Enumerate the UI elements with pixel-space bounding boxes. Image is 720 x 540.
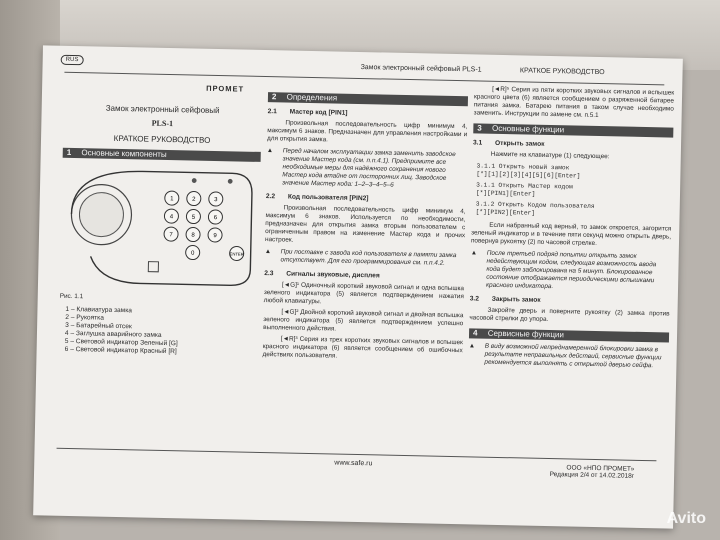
- legend-item: 5 – Световой индикатор Зеленый [G]: [64, 337, 178, 348]
- footer-company: [550, 464, 635, 480]
- section-title: Основные компоненты: [81, 148, 167, 159]
- company-name: ООО «НПО ПРОМЕТ»: [566, 464, 635, 473]
- section-4-header: [469, 328, 669, 342]
- keypad-key-label: 1: [170, 196, 174, 203]
- warning-icon: ▲: [264, 248, 272, 256]
- paragraph: Закройте дверь и поверните рукоятку (2) замка против часовой стрелки до упора.: [469, 306, 670, 323]
- keypad-key-label: 2: [192, 196, 196, 203]
- warning-icon: ▲: [266, 147, 274, 155]
- signal-g1: [◄G]¹ Одиночный короткий звуковой сигнал и одна вспышка зеленого индикатора (5) является подтверждением нажатия любой клавиатуры.: [263, 281, 465, 306]
- warning-note: ▲ В виду возможной непреднамеренной блокировки замка в результате неправильных действий, сервисные функции рекомендуется выполнять с открытой дверью сейфа.: [468, 342, 662, 370]
- figure-caption: Рис. 1.1: [59, 292, 84, 301]
- legend-item: 4 – Заглушка аварийного замка: [64, 329, 162, 339]
- brand-logo: ПРОМЕТ: [206, 83, 245, 94]
- section-2-header: [268, 92, 468, 106]
- keypad-key-label: 9: [213, 233, 217, 240]
- red-indicator-icon: [228, 179, 233, 184]
- legend-item: 3 – Батарейный отсек: [65, 321, 132, 331]
- avito-watermark: Avito: [666, 510, 706, 527]
- keypad-key-label: 4: [169, 214, 174, 221]
- edition-info: Редакция 2/4 от 14.02.2018г: [549, 471, 635, 480]
- header-doc-type: КРАТКОЕ РУКОВОДСТВО: [519, 67, 605, 77]
- section-number: 1: [66, 147, 72, 157]
- legend-item: 6 – Световой индикатор Красный [R]: [64, 345, 177, 356]
- green-indicator-icon: [192, 178, 197, 183]
- instruction-sheet: [33, 45, 683, 528]
- doc-title-model: PLS-1: [151, 118, 174, 129]
- column-2: [262, 86, 468, 363]
- step-label: 3.1.2 Открыть Кодом пользователя: [475, 200, 595, 210]
- warning-icon: ▲: [468, 342, 476, 350]
- subsection-2-3-title: 2.3 Сигналы звуковые, дисплея: [264, 270, 380, 280]
- key-sequence: [*][1][2][3][4][5][6][Enter]: [476, 170, 581, 180]
- footer-site: www.safe.ru: [334, 459, 373, 468]
- header-product: Замок электронный сейфовый PLS-1: [360, 64, 482, 74]
- step-label: 3.1.1 Открыть Мастер кодом: [476, 181, 573, 191]
- warning-note: ▲ При поставке с завода код пользователя в памяти замка отсутствует. Для его программирования см. п.п.4.2.: [264, 248, 457, 267]
- keypad-key-label: 3: [214, 197, 218, 204]
- keypad-key-label: ENTER: [229, 251, 244, 257]
- paragraph: Произвольная последовательность цифр минимум 4, максимум 6 знаков. Предназначен для управления настройками и для открытия замка.: [267, 119, 468, 144]
- legend-item: 1 – Клавиатура замка: [65, 305, 132, 315]
- key-sequence: [*][PIN1][Enter]: [475, 189, 536, 198]
- warning-icon: ▲: [470, 249, 478, 257]
- section-number: 4: [472, 328, 478, 338]
- section-number: 3: [477, 123, 482, 133]
- key-sequence: [*][PIN2][Enter]: [475, 208, 536, 217]
- section-title: Основные функции: [491, 123, 565, 135]
- section-title: Сервисные функции: [487, 328, 564, 340]
- section-title: Определения: [286, 92, 338, 103]
- doc-title-line3: КРАТКОЕ РУКОВОДСТВО: [113, 133, 211, 145]
- paragraph: Нажмите на клавиатуре (1) следующее:: [490, 150, 610, 161]
- lock-illustration: [60, 166, 258, 290]
- section-1-header: [63, 148, 261, 162]
- signal-r5: [◄R]⁵ Серия из пяти коротких звуковых сигналов и вспышек красного цвета (6) является сообщением о разряженной батарее питания замка. Батарею питания в таком случае необходимо заменить. Инструкции по замене см. п.5.1: [473, 85, 675, 120]
- warning-note: ▲ После третьей подряд попытки открыть замок недействующим кодом, следующая возможность ввода кода будет заблокирована на 5 минут. Блокированное состояние отображается периодическими вспышками красного индикатора.: [470, 249, 657, 291]
- paragraph: Если набранный код верный, то замок откроется, загорится зеленый индикатор и в течение пяти секунд можно открыть дверь, повернув рукоятку (2) по часовой стрелке.: [470, 221, 672, 247]
- section-3-header: [473, 123, 673, 137]
- keypad-key-label: 5: [191, 214, 196, 221]
- keypad-key-label: 6: [213, 215, 218, 222]
- handle-icon: [79, 192, 124, 237]
- component-legend: [59, 306, 258, 358]
- step-label: 3.1.1 Открыть новый замок: [476, 162, 570, 172]
- keypad-key-label: 7: [169, 232, 173, 239]
- section-number: 2: [271, 92, 277, 102]
- subsection-3-1-title: 3.1 Открыть замок: [472, 139, 545, 148]
- rus-badge: RUS: [61, 55, 84, 65]
- battery-compartment-icon: [148, 262, 158, 272]
- signal-r3: [◄R]³ Серия из трех коротких звуковых сигналов и вспышек красного индикатора (6) является сообщением об ошибочных действиях пользователя.: [262, 335, 463, 360]
- keypad-key-label: 0: [190, 250, 195, 257]
- signal-g2: [◄G]² Двойной короткий звуковой сигнал и двойная вспышка зеленого индикатора (5) является подтверждением успешно выполненного действия.: [263, 308, 464, 333]
- subsection-2-2-title: 2.2 Код пользователя [PIN2]: [265, 193, 369, 203]
- column-3: [468, 82, 674, 370]
- paragraph: Произвольная последовательность цифр минимум 4, максимум 6 знаков. Используется по необходимости, предназначен для открытия замка вторым пользователем с ограниченным правом на изменение Мастер кода и прочих настроек.: [264, 204, 466, 244]
- subsection-2-1-title: 2.1 Мастер код [PIN1]: [267, 108, 348, 117]
- subsection-3-2-title: 3.2 Закрыть замок: [469, 295, 541, 304]
- warning-note: ▲ Перед началом эксплуатации замка заменить заводское значение Мастер кода (см. п.п.4.1). Предпримите все необходимые меры для надёжного сохранения нового Мастер кода втайне от посторонних лиц. Заводское значение Мастер кода: 1–2–3–4–5–6: [266, 147, 456, 189]
- page-header: [60, 54, 664, 85]
- legend-item: 2 – Рукоятка: [65, 313, 104, 322]
- column-1: [59, 82, 263, 358]
- doc-title-line1: Замок электронный сейфовый: [105, 103, 220, 116]
- keypad-key-label: 8: [191, 232, 195, 239]
